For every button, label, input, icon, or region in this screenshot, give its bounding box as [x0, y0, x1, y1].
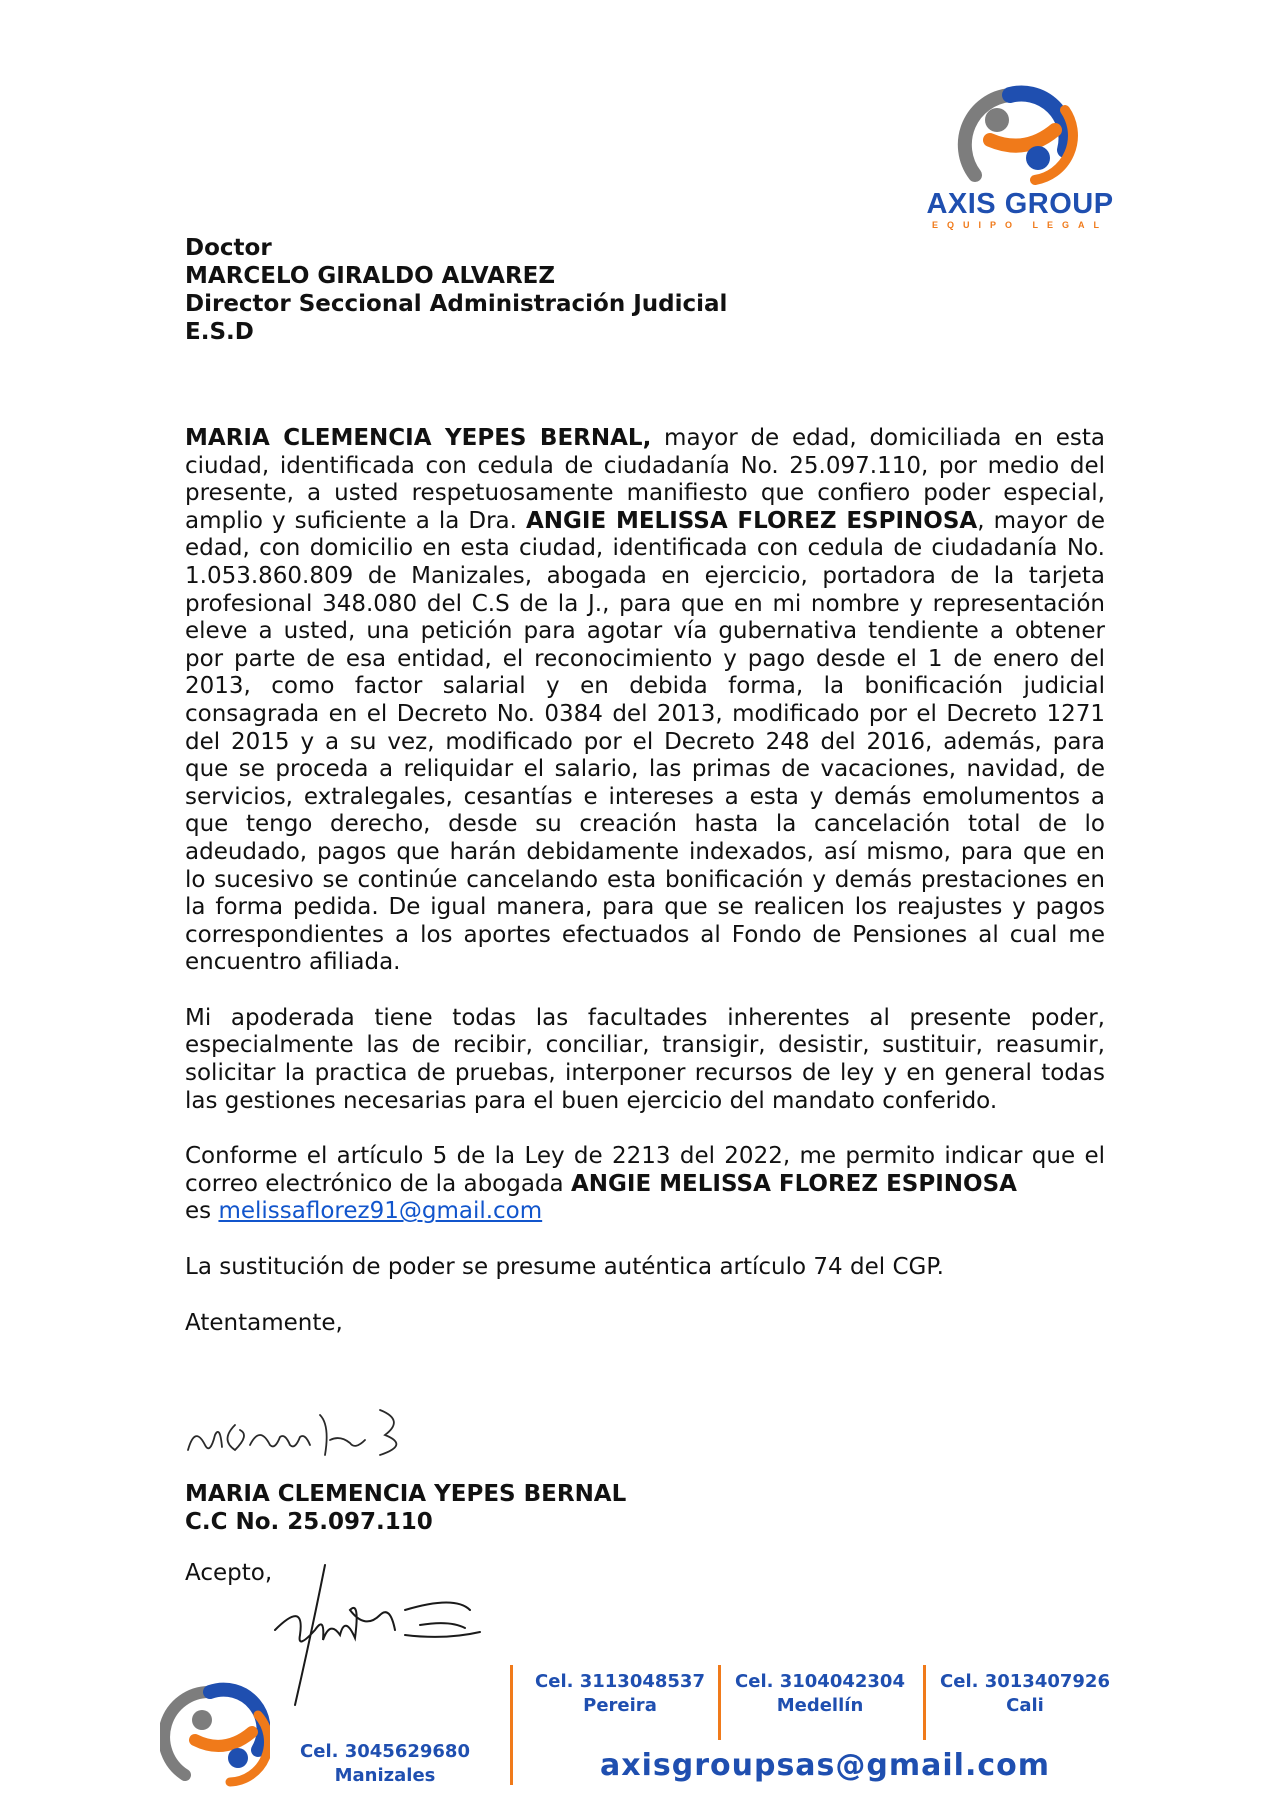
attorney-signature: [255, 1560, 500, 1710]
addressee-name: MARCELO GIRALDO ALVAREZ: [185, 263, 556, 289]
office-pereira: [525, 1670, 715, 1718]
signer-name: MARIA CLEMENCIA YEPES BERNAL: [185, 1481, 627, 1507]
paragraph-authenticity: La sustitución de poder se presume auténtica artículo 74 del CGP.: [185, 1254, 944, 1281]
office-city: Manizales: [334, 1765, 436, 1786]
footer-divider: [923, 1665, 926, 1740]
brand-tagline: EQUIPO LEGAL: [931, 220, 1108, 230]
office-city: Pereira: [583, 1695, 657, 1716]
footer-logo: [160, 1680, 270, 1790]
company-email: axisgroupsas@gmail.com: [600, 1748, 1050, 1783]
paragraph-text: mayor de edad, domiciliada en esta ciudad, identificada con cedula de ciudadanía No. 25.097.110, por medio del presente, a usted respetuosamente manifiesto que confiero poder especial, amplio y suficiente a la Dra.: [185, 425, 1105, 534]
brand-name: AXIS GROUP: [926, 188, 1114, 220]
attorney-name: ANGIE MELISSA FLOREZ ESPINOSA: [570, 1170, 1017, 1197]
axis-logo-icon: [160, 1680, 270, 1790]
paragraph-faculties: Mi apoderada tiene todas las facultades inherentes al presente poder, especialmente las de recibir, conciliar, transigir, desistir, sustituir, reasumir, solicitar la practica de pruebas, interponer recursos de ley y en general todas las gestiones necesarias para el buen ejercicio del mandato conferido.: [185, 1004, 1105, 1114]
acceptance-label: Acepto,: [185, 1560, 273, 1586]
paragraph-email: [185, 1143, 1105, 1226]
axis-logo-icon: [915, 70, 1125, 190]
office-city: Medellín: [776, 1695, 864, 1716]
office-phone: Cel. 3104042304: [735, 1671, 905, 1692]
office-cali: [930, 1670, 1120, 1718]
grantor-name: MARIA CLEMENCIA YEPES BERNAL,: [185, 425, 652, 451]
addressee-esd: E.S.D: [185, 319, 254, 345]
paragraph-text: , mayor de edad, con domicilio en esta ciudad, identificada con cedula de ciudadanía No. 1.053.860.809 de Manizales, abogada en ejercicio, portadora de la tarjeta profesional 348.080 del C.S de la J., para que en mi nombre y representación eleve a usted, una petición para agotar vía gubernativa tendiente a obtener por parte de esa entidad, el reconocimiento y pago desde el 1 de enero del 2013, como factor salarial y en debida forma, la bonificación judicial consagrada en el Decreto No. 0384 del 2013, modificado por el Decreto 1271 del 2015 y a su vez, modificado por el Decreto 248 del 2016, además, para que se proceda a reliquidar el salario, las primas de vacaciones, navidad, de servicios, extralegales, cesantías e intereses a esta y demás emolumentos a que tengo derecho, desde su creación hasta la cancelación total de lo adeudado, pagos que harán debidamente indexados, así mismo, para que en lo sucesivo se continúe cancelando esta bonificación y demás prestaciones en la forma pedida. De igual manera, para que se realicen los reajustes y pagos correspondientes a los aportes efectuados al Fondo de Pensiones al cual me encuentro afiliada.: [185, 507, 1106, 976]
letter-body: [185, 425, 1105, 1365]
paragraph-power-grant: [185, 425, 1105, 977]
footer-divider: [718, 1665, 721, 1740]
attorney-name: ANGIE MELISSA FLOREZ ESPINOSA: [526, 507, 978, 534]
office-phone: Cel. 3013407926: [940, 1671, 1110, 1692]
footer-divider: [510, 1665, 513, 1785]
grantor-signature: [180, 1395, 420, 1475]
office-city: Cali: [1006, 1695, 1044, 1716]
addressee-title: Doctor: [185, 235, 272, 261]
paragraph-text: Conforme el artículo 5 de la Ley de 2213 del 2022, me permito indicar que el correo electrónico de la abogada: [185, 1143, 1105, 1197]
attorney-email-link[interactable]: melissaflorez91@gmail.com: [218, 1198, 543, 1225]
company-logo: [915, 70, 1125, 235]
paragraph-text: es: [185, 1198, 219, 1225]
addressee-position: Director Seccional Administración Judicial: [185, 291, 728, 317]
office-phone: Cel. 3045629680: [300, 1741, 470, 1762]
office-manizales: [285, 1740, 485, 1788]
closing: Atentamente,: [185, 1309, 343, 1336]
addressee-block: [185, 234, 727, 346]
signer-id: C.C No. 25.097.110: [185, 1509, 433, 1535]
office-phone: Cel. 3113048537: [535, 1671, 705, 1692]
signer-block: [185, 1480, 626, 1536]
office-medellin: [725, 1670, 915, 1718]
